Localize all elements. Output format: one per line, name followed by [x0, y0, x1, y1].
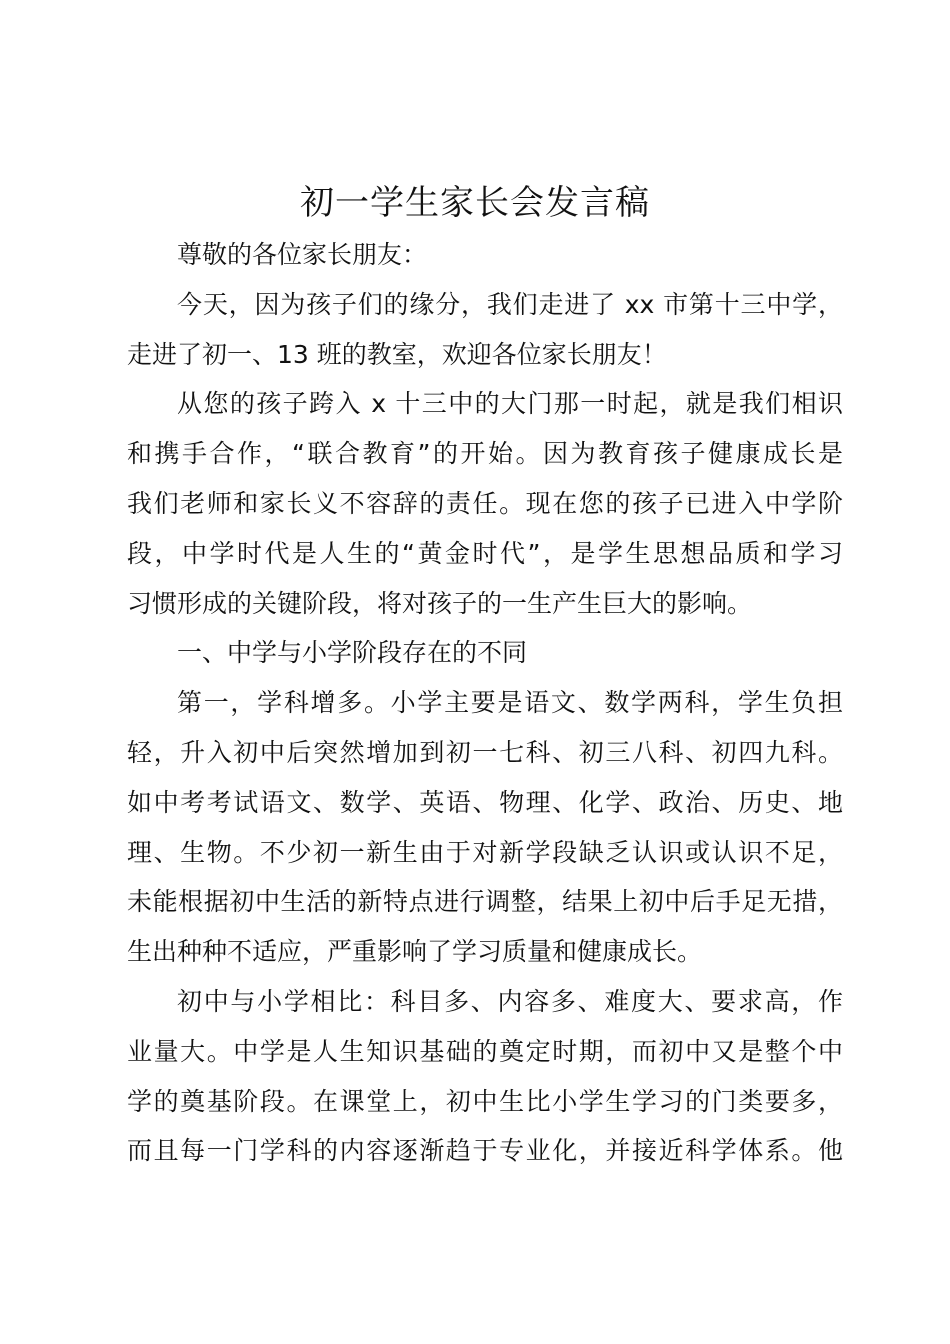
paragraph-line: 轻，升入初中后突然增加到初一七科、初三八科、初四九科。 — [127, 737, 843, 767]
paragraph-line: 生出种种不适应，严重影响了学习质量和健康成长。 — [127, 937, 703, 967]
paragraph-line: 和携手合作，“联合教育”的开始。因为教育孩子健康成长是 — [127, 439, 843, 469]
paragraph-line: 理、生物。不少初一新生由于对新学段缺乏认识或认识不足， — [127, 837, 843, 867]
document-title: 初一学生家长会发言稿 — [300, 183, 650, 223]
paragraph-line: 从您的孩子跨入 x 十三中的大门那一时起，就是我们相识 — [177, 389, 843, 419]
paragraph-line: 走进了初一、13 班的教室，欢迎各位家长朋友！ — [127, 339, 667, 369]
paragraph-line: 第一，学科增多。小学主要是语文、数学两科，学生负担 — [177, 688, 843, 718]
paragraph-line: 未能根据初中生活的新特点进行调整，结果上初中后手足无措， — [127, 887, 843, 917]
paragraph-line: 业量大。中学是人生知识基础的奠定时期，而初中又是整个中 — [127, 1036, 843, 1066]
paragraph-line: 今天，因为孩子们的缘分，我们走进了 xx 市第十三中学， — [177, 289, 843, 319]
paragraph-line: 学的奠基阶段。在课堂上，初中生比小学生学习的门类要多， — [127, 1086, 843, 1116]
paragraph-line: 而且每一门学科的内容逐渐趋于专业化，并接近科学体系。他 — [127, 1136, 843, 1166]
document-body — [127, 230, 843, 1176]
salutation-line: 尊敬的各位家长朋友： — [177, 240, 428, 269]
paragraph-line: 段，中学时代是人生的“黄金时代”，是学生思想品质和学习 — [127, 538, 843, 568]
section-heading: 一、中学与小学阶段存在的不同 — [177, 638, 528, 668]
paragraph-line: 习惯形成的关键阶段，将对孩子的一生产生巨大的影响。 — [127, 588, 753, 618]
paragraph-line: 如中考考试语文、数学、英语、物理、化学、政治、历史、地 — [127, 787, 843, 817]
paragraph-line: 我们老师和家长义不容辞的责任。现在您的孩子已进入中学阶 — [127, 488, 843, 518]
paragraph-line: 初中与小学相比：科目多、内容多、难度大、要求高，作 — [177, 986, 843, 1016]
